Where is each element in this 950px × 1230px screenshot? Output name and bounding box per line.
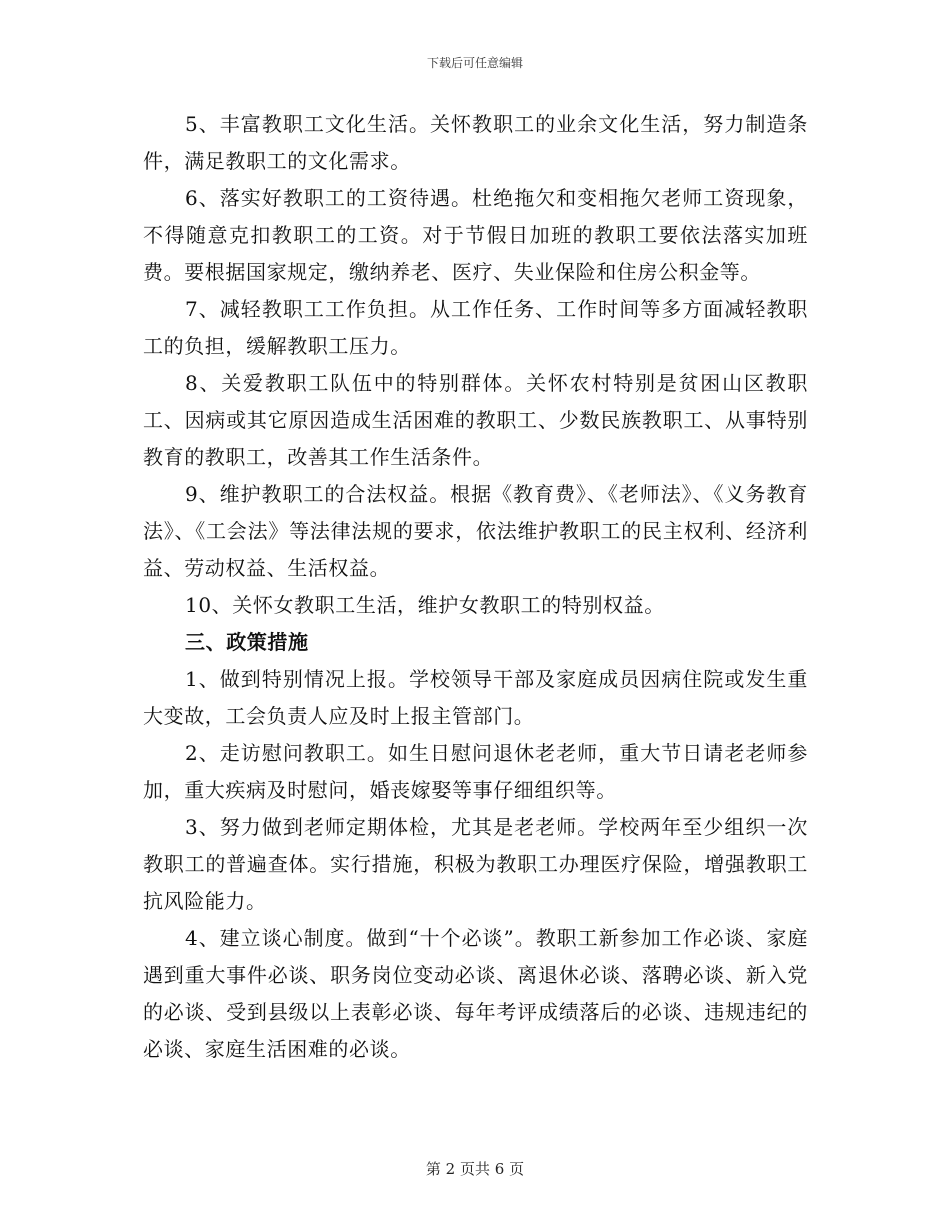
- measure-item-3: 3、努力做到老师定期体检，尤其是老老师。学校两年至少组织一次教职工的普遍查体。实行措施，积极为教职工办理医疗保险，增强教职工抗风险能力。: [143, 815, 808, 913]
- paragraph-item-9: 9、维护教职工的合法权益。根据《教育费》、《老师法》、《义务教育法》、《工会法》等法律法规的要求，依法维护教职工的民主权利、经济利益、劳动权益、生活权益。: [143, 482, 808, 580]
- paragraph-item-7: 7、减轻教职工工作负担。从工作任务、工作时间等多方面减轻教职工的负担，缓解教职工压力。: [143, 297, 808, 358]
- paragraph-item-5: 5、丰富教职工文化生活。关怀教职工的业余文化生活，努力制造条件，满足教职工的文化需求。: [143, 112, 808, 173]
- measure-item-2: 2、走访慰问教职工。如生日慰问退休老老师，重大节日请老老师参加，重大疾病及时慰问，婚丧嫁娶等事仔细组织等。: [143, 741, 808, 802]
- document-body: [143, 106, 808, 1068]
- paragraph-item-10: 10、关怀女教职工生活，维护女教职工的特别权益。: [185, 593, 665, 617]
- paragraph-item-8: 8、关爱教职工队伍中的特别群体。关怀农村特别是贫困山区教职工、因病或其它原因造成生活困难的教职工、少数民族教职工、从事特别教育的教职工，改善其工作生活条件。: [143, 371, 808, 469]
- page-footer: 第 2 页共 6 页: [425, 1160, 525, 1178]
- measure-item-1: 1、做到特别情况上报。学校领导干部及家庭成员因病住院或发生重大变故，工会负责人应及时上报主管部门。: [143, 667, 808, 728]
- measure-item-4: 4、建立谈心制度。做到“十个必谈”。教职工新参加工作必谈、家庭遇到重大事件必谈、职务岗位变动必谈、离退休必谈、落聘必谈、新入党的必谈、受到县级以上表彰必谈、每年考评成绩落后的必谈、违规违纪的必谈、家庭生活困难的必谈。: [143, 926, 808, 1061]
- section-heading-policy: 三、政策措施: [185, 630, 309, 654]
- page-header: 下载后可任意编辑: [426, 56, 523, 70]
- paragraph-item-6: 6、落实好教职工的工资待遇。杜绝拖欠和变相拖欠老师工资现象，不得随意克扣教职工的工资。对于节假日加班的教职工要依法落实加班费。要根据国家规定，缴纳养老、医疗、失业保险和住房公积金等。: [143, 186, 808, 284]
